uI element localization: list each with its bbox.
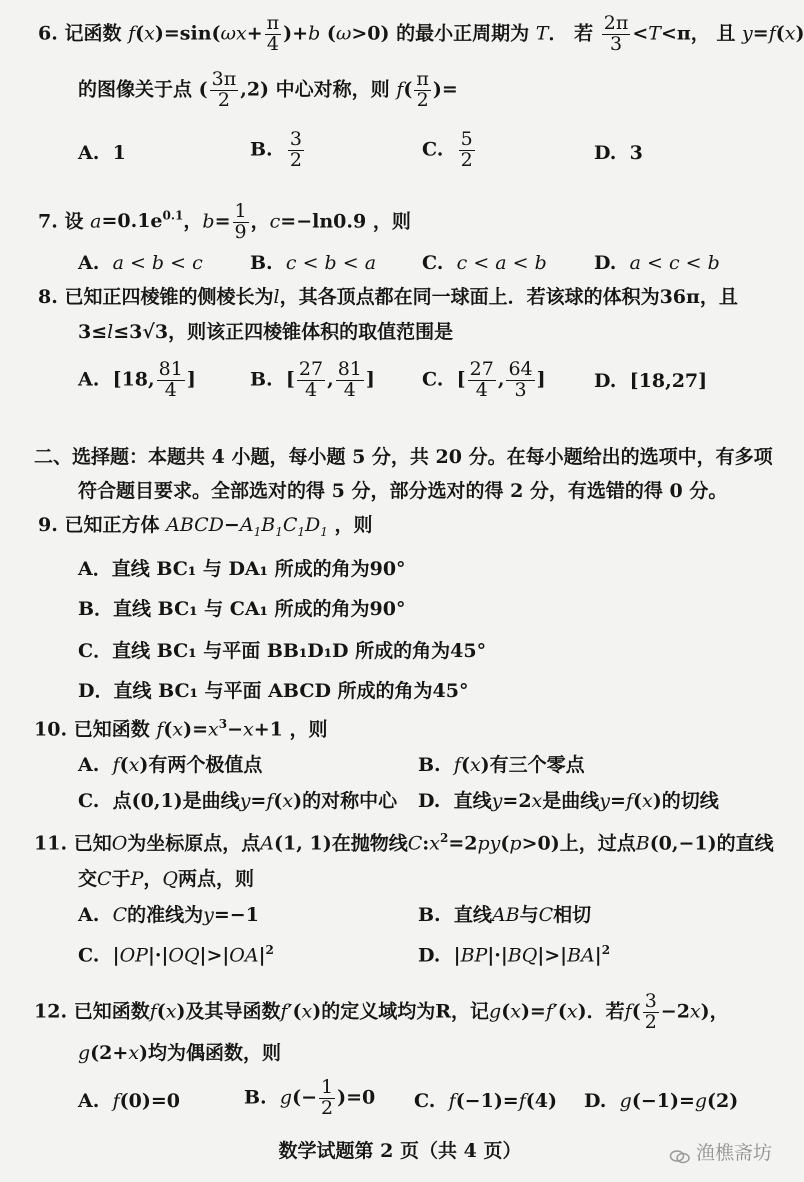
q10-option-a[interactable]: A. f(x)有两个极值点 <box>78 754 263 776</box>
q12-option-c[interactable]: C. f(−1)=f(4) <box>414 1090 557 1112</box>
section2-line1: 二、选择题：本题共 4 小题，每小题 5 分，共 20 分。在每小题给出的选项中，有多项 <box>34 446 773 468</box>
q7-option-b[interactable]: B. c < b < a <box>250 252 377 274</box>
q12-line2: g(2+x)均为偶函数，则 <box>78 1042 282 1064</box>
q11-option-c[interactable]: C. $|OP|\cdot|OQ|>|OA|^2$ <box>78 943 274 967</box>
q9-option-a[interactable]: A．直线 BC₁ 与 DA₁ 所成的角为90° <box>78 558 406 580</box>
q11-option-b[interactable]: B. 直线AB与C相切 <box>418 904 592 926</box>
q9-option-c[interactable]: C．直线 BC₁ 与平面 BB₁D₁D 所成的角为45° <box>78 640 487 662</box>
q8-option-a[interactable]: A. [18, $\frac{81}{4}$ ] <box>78 358 196 401</box>
q10-option-b[interactable]: B. f(x)有三个零点 <box>418 754 585 776</box>
q6-line1: 6. 记函数 f(x)=sin(ωx+ $\frac{\pi}{4}$ )+b (ω>0) 的最小正周期为 T． 若 $\frac{2\pi}{3}$ <T<π， 且 y=f(x) <box>38 12 804 55</box>
section2-line2: 符合题目要求。全部选对的得 5 分，部分选对的得 2 分，有选错的得 0 分。 <box>78 480 728 502</box>
q11-line2: 交C于P，Q两点，则 <box>78 868 254 890</box>
q9-stem: 9. 已知正方体 $ABCD-A_1B_1C_1D_1$ ，则 <box>38 514 373 539</box>
q12-option-b[interactable]: B. g(− $\frac{1}{2}$ )=0 <box>244 1076 376 1119</box>
q7-stem: 7. 设 $a=0.1e^{0.1}$，b= $\frac{1}{9}$ ，c=−ln0.9 ，则 <box>38 200 411 243</box>
wechat-icon <box>670 1147 690 1161</box>
q6-number: 6. <box>38 22 58 45</box>
q11-line1: 11. 已知O为坐标原点，点A(1, 1)在抛物线$C:x^2=2py(p>0)$上，过点B(0,−1)的直线 <box>34 831 774 855</box>
q10-option-d[interactable]: D. 直线y=2x是曲线y=f(x)的切线 <box>418 790 719 812</box>
q6-option-a[interactable]: A. 1 <box>78 142 126 164</box>
q12-option-a[interactable]: A. f(0)=0 <box>78 1090 180 1112</box>
q6-option-b[interactable]: B. $\frac{3}{2}$ <box>250 128 303 171</box>
q7-option-d[interactable]: D. a < c < b <box>594 252 720 274</box>
q12-option-d[interactable]: D. g(−1)=g(2) <box>584 1090 739 1112</box>
q11-option-d[interactable]: D. $|BP|\cdot|BQ|>|BA|^2$ <box>418 943 611 967</box>
q12-line1: 12. 已知函数f(x)及其导函数f′(x)的定义域均为R，记g(x)=f′(x)．若f( $\frac{3}{2}$ −2x)， <box>34 990 729 1033</box>
page-footer: 数学试题第 2 页（共 4 页） <box>278 1140 522 1162</box>
q8-option-b[interactable]: B. [ $\frac{27}{4}$ , $\frac{81}{4}$ ] <box>250 358 375 401</box>
q6-option-c[interactable]: C. $\frac{5}{2}$ <box>422 128 473 171</box>
q8-line2: 3≤l≤3√3，则该正四棱锥体积的取值范围是 <box>78 321 454 343</box>
q8-option-c[interactable]: C. [ $\frac{27}{4}$ , $\frac{64}{3}$ ] <box>422 358 546 401</box>
q8-option-d[interactable]: D. [18,27] <box>594 370 708 392</box>
q9-option-d[interactable]: D．直线 BC₁ 与平面 ABCD 所成的角为45° <box>78 680 469 702</box>
q10-stem: 10. 已知函数 $f(x)=x^3-x+1$ ，则 <box>34 717 328 741</box>
watermark: 渔樵斋坊 <box>670 1138 772 1165</box>
q7-option-c[interactable]: C. c < a < b <box>422 252 547 274</box>
q11-option-a[interactable]: A. C的准线为y=−1 <box>78 904 259 926</box>
q10-option-c[interactable]: C. 点(0,1)是曲线y=f(x)的对称中心 <box>78 790 398 812</box>
q9-option-b[interactable]: B．直线 BC₁ 与 CA₁ 所成的角为90° <box>78 598 406 620</box>
q8-line1: 8. 已知正四棱锥的侧棱长为l，其各顶点都在同一球面上．若该球的体积为36π，且 <box>38 286 738 308</box>
q6-line2: 的图像关于点 ( $\frac{3\pi}{2}$ ,2) 中心对称，则 f( $\frac{\pi}{2}$ )= <box>78 68 458 111</box>
q7-option-a[interactable]: A. a < b < c <box>78 252 203 274</box>
q6-option-d[interactable]: D. 3 <box>594 142 643 164</box>
